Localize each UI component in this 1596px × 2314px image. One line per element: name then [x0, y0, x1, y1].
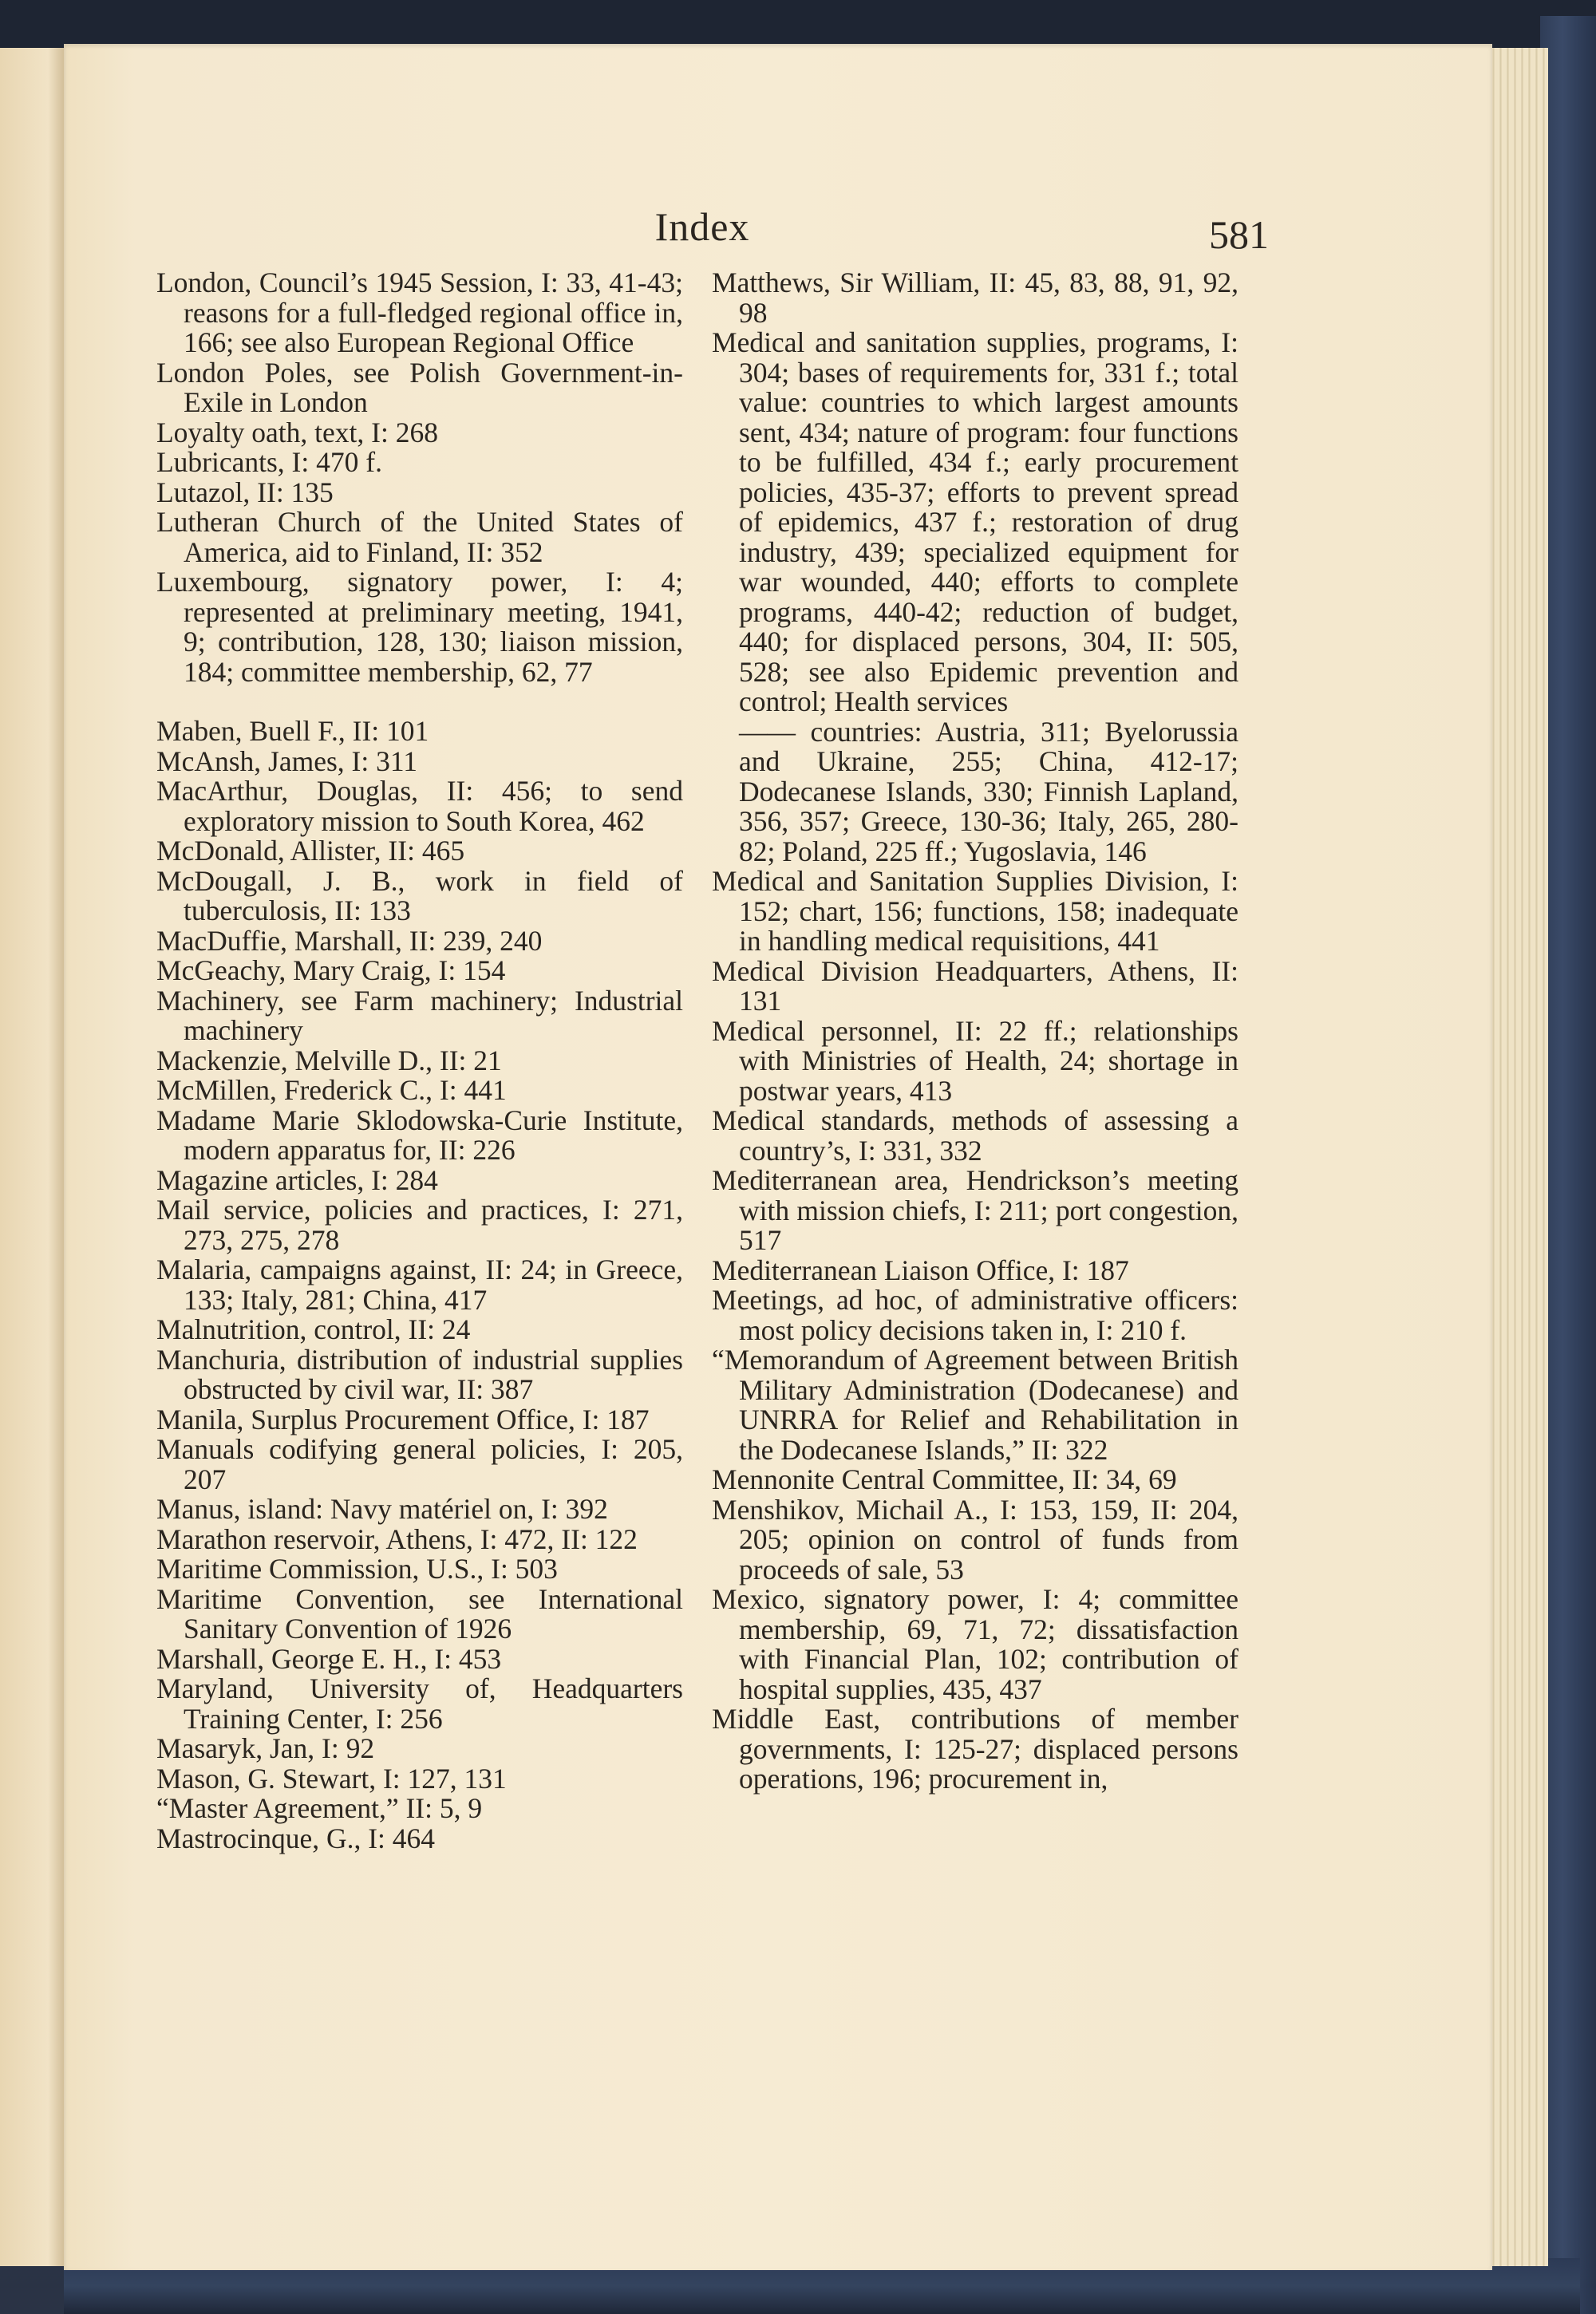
index-entry: Medical personnel, II: 22 ff.; relationships with Ministries of Health, 24; shortage in postwar years, 413	[712, 1014, 1238, 1107]
index-entry: Meetings, ad hoc, of administrative officers: most policy decisions taken in, I: 210 f.	[712, 1284, 1238, 1346]
index-entry: Manus, island: Navy matériel on, I: 392	[156, 1493, 608, 1525]
index-entry: Mackenzie, Melville D., II: 21	[156, 1044, 502, 1076]
index-entry: Malnutrition, control, II: 24	[156, 1313, 471, 1345]
index-entry: Maryland, University of, Headquarters Training Center, I: 256	[156, 1672, 683, 1735]
index-entry: Lubricants, I: 470 f.	[156, 446, 382, 478]
index-entry: Mennonite Central Committee, II: 34, 69	[712, 1463, 1177, 1495]
index-entry: McGeachy, Mary Craig, I: 154	[156, 954, 506, 986]
index-entry: Lutazol, II: 135	[156, 476, 334, 508]
index-entry: Loyalty oath, text, I: 268	[156, 416, 438, 448]
index-entry: Manchuria, distribution of industrial supplies obstructed by civil war, II: 387	[156, 1343, 683, 1405]
index-entry: Mason, G. Stewart, I: 127, 131	[156, 1762, 507, 1795]
index-entry: Marathon reservoir, Athens, I: 472, II: 122	[156, 1522, 638, 1555]
index-entry: Mail service, policies and practices, I: 271, 273, 275, 278	[156, 1194, 683, 1256]
page-number: 581	[1209, 212, 1269, 257]
index-entry: London Poles, see Polish Government-in-Exile in London	[156, 356, 683, 418]
index-entry: “Memorandum of Agreement between British Military Administration (Dodecanese) and UNRRA for Relief and Rehabilitation in the Dodecanese Islands,” II: 322	[712, 1344, 1238, 1466]
index-entry: “Master Agreement,” II: 5, 9	[156, 1792, 483, 1824]
index-entry: Maritime Convention, see International Sanitary Convention of 1926	[156, 1582, 683, 1645]
index-entry: Magazine articles, I: 284	[156, 1163, 438, 1196]
index-entry: Middle East, contributions of member governments, I: 125-27; displaced persons operations, 196; procurement in,	[712, 1703, 1238, 1795]
book-cover-right	[1540, 16, 1596, 2314]
index-entry: Marshall, George E. H., I: 453	[156, 1642, 502, 1675]
index-entry: Mediterranean Liaison Office, I: 187	[712, 1254, 1129, 1286]
index-entry: Masaryk, Jan, I: 92	[156, 1732, 375, 1764]
index-entry: Lutheran Church of the United States of America, aid to Finland, II: 352	[156, 506, 683, 568]
index-entry: McMillen, Frederick C., I: 441	[156, 1074, 507, 1106]
index-entry: Machinery, see Farm machinery; Industrial machinery	[156, 984, 683, 1046]
index-entry: Manuals codifying general policies, I: 205, 207	[156, 1433, 683, 1495]
scan-top-edge	[0, 0, 1596, 48]
index-entry: MacDuffie, Marshall, II: 239, 240	[156, 924, 543, 957]
index-entry: London, Council’s 1945 Session, I: 33, 41-43; reasons for a full-fledged regional office in, 166; see also European Regional Office	[156, 267, 683, 358]
index-entry: Menshikov, Michail A., I: 153, 159, II: 204, 205; opinion on control of funds from proceeds of sale, 53	[712, 1493, 1238, 1585]
index-entry: Medical and sanitation supplies, programs, I: 304; bases of requirements for, 331 f.; total value: countries to which largest amounts sent, 434; nature of program: four functions to be fulfilled, 434 f.; early procurement policies, 435-37; efforts to prevent spread of epidemics, 437 f.; restoration of drug industry, 439; specialized equipment for war wounded, 440; efforts to complete programs, 440-42; reduction of budget, 440; for displaced persons, 304, II: 505, 528; see also Epidemic prevention and control; Health services	[712, 326, 1238, 717]
index-entry: Matthews, Sir William, II: 45, 83, 88, 91, 92, 98	[712, 267, 1238, 329]
index-entry: Medical Division Headquarters, Athens, II: 131	[712, 954, 1238, 1017]
index-entry: Maritime Commission, U.S., I: 503	[156, 1553, 558, 1585]
index-entry: McDougall, J. B., work in field of tuberculosis, II: 133	[156, 864, 683, 926]
index-entry: McDonald, Allister, II: 465	[156, 835, 465, 867]
index-subentry: —— countries: Austria, 311; Byelorussia and Ukraine, 255; China, 412-17; Dodecanese Islands, 330; Finnish Lapland, 356, 357; Greece, 130-36; Italy, 265, 280-82; Poland, 225 ff.; Yugoslavia, 146	[739, 715, 1238, 867]
index-entry: MacArthur, Douglas, II: 456; to send exploratory mission to South Korea, 462	[156, 775, 683, 837]
index-column-left	[156, 268, 683, 1854]
index-entry: Luxembourg, signatory power, I: 4; represented at preliminary meeting, 1941, 9; contribution, 128, 130; liaison mission, 184; committee membership, 62, 77	[156, 566, 683, 688]
index-entry: Mexico, signatory power, I: 4; committee membership, 69, 71, 72; dissatisfaction with Financial Plan, 102; contribution of hospital supplies, 435, 437	[712, 1583, 1238, 1705]
index-entry: Mastrocinque, G., I: 464	[156, 1822, 436, 1854]
index-entry: Madame Marie Sklodowska-Curie Institute, modern apparatus for, II: 226	[156, 1104, 683, 1166]
index-entry: Mediterranean area, Hendrickson’s meeting with mission chiefs, I: 211; port congestion, 517	[712, 1164, 1238, 1256]
index-entry: McAnsh, James, I: 311	[156, 744, 418, 777]
index-entry: Manila, Surplus Procurement Office, I: 187	[156, 1403, 650, 1435]
page-title: Index	[654, 204, 750, 249]
index-entry: Maben, Buell F., II: 101	[156, 715, 429, 747]
index-entry: Malaria, campaigns against, II: 24; in Greece, 133; Italy, 281; China, 417	[156, 1254, 683, 1316]
index-column-right	[712, 268, 1238, 1795]
index-entry: Medical standards, methods of assessing a country’s, I: 331, 332	[712, 1104, 1238, 1167]
index-entry: Medical and Sanitation Supplies Division, I: 152; chart, 156; functions, 158; inadequate in handling medical requisitions, 441	[712, 865, 1238, 957]
previous-page-edge	[0, 48, 69, 2266]
